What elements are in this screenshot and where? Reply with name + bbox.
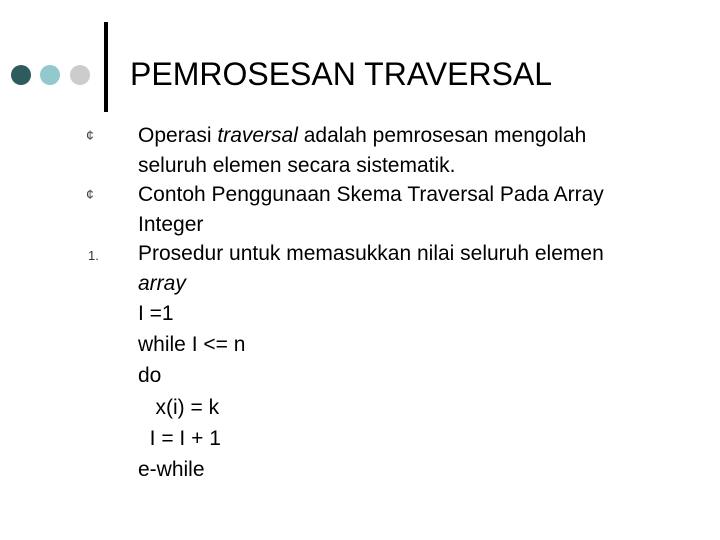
code-line-1: I =1 — [138, 302, 174, 325]
slide-body — [138, 121, 708, 485]
item-2-line-1: Contoh Penggunaan Skema Traversal Pada Array — [138, 183, 604, 206]
code-line-2: while I <= n — [138, 333, 246, 357]
item-1-line-2: seluruh elemen secara sistematik. — [138, 153, 456, 177]
item-1-line-1: Operasi traversal adalah pemrosesan mengolah — [138, 124, 587, 147]
decorative-dot-teal — [40, 65, 60, 85]
slide-title: PEMROSESAN TRAVERSAL — [130, 56, 553, 92]
decorative-dot-dark — [11, 65, 31, 85]
item-2-line-2: Integer — [138, 212, 204, 236]
decorative-dot-gray — [70, 65, 90, 85]
item-3-line-1: Prosedur untuk memasukkan nilai seluruh elemen — [138, 242, 604, 265]
code-line-5: I = I + 1 — [138, 426, 221, 450]
title-divider-line — [104, 22, 108, 112]
bullet-number: 1. — [88, 248, 99, 263]
emphasis-traversal: traversal — [217, 124, 298, 147]
code-line-4: x(i) = k — [138, 395, 220, 419]
code-line-6: e-while — [138, 457, 205, 481]
code-line-3: do — [138, 364, 162, 388]
emphasis-array: array — [138, 271, 186, 295]
bullet-ring-icon: ¢ — [86, 186, 94, 202]
bullet-ring-icon: ¢ — [86, 127, 94, 143]
item-3-line-2 — [138, 269, 708, 299]
